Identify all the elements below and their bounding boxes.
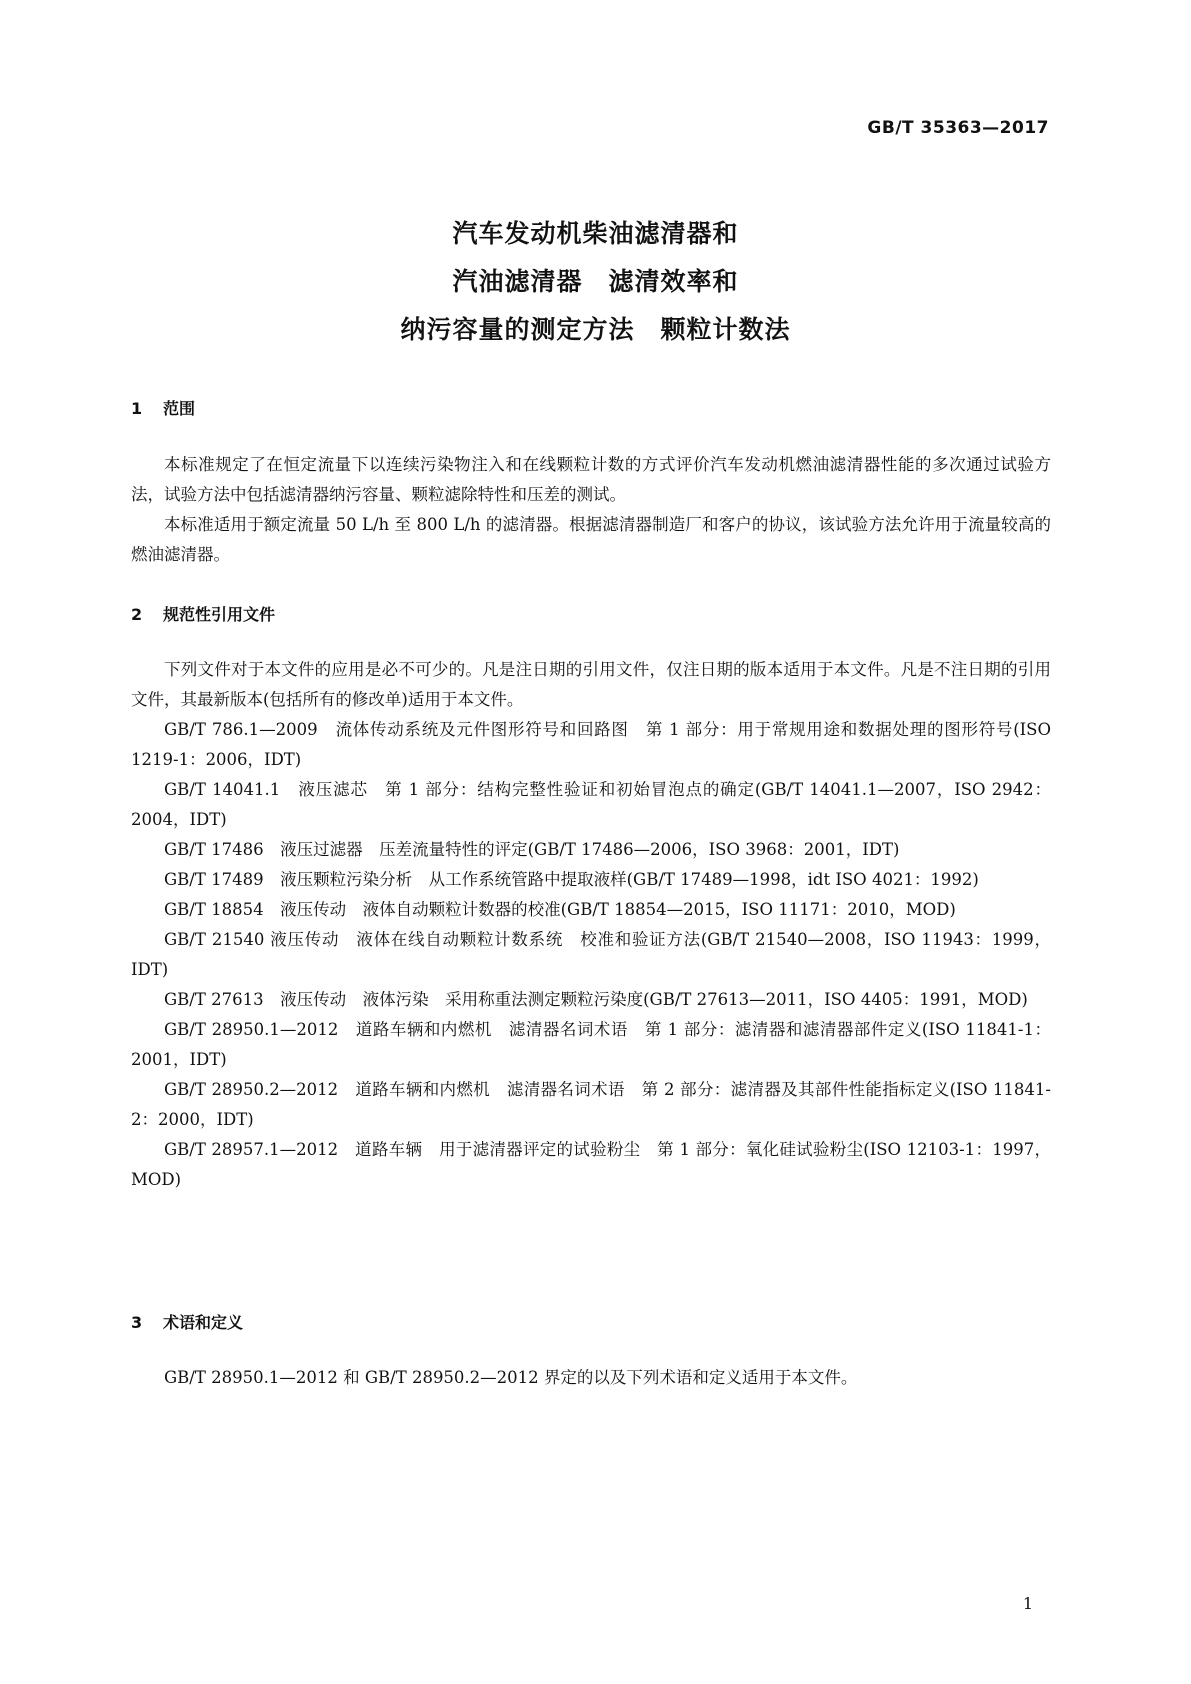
paragraph: GB/T 28950.1—2012 和 GB/T 28950.2—2012 界定的以及下列术语和定义适用于本文件。 [164,1368,858,1387]
reference-item: GB/T 28950.2—2012 道路车辆和内燃机 滤清器名词术语 第 2 部分：滤清器及其部件性能指标定义(ISO 11841-2：2000，IDT) [131,1080,1051,1129]
section-heading-scope [131,396,195,419]
standard-code: GB/T 35363—2017 [867,118,1049,138]
section-number: 3 [131,1313,143,1332]
paragraph: 下列文件对于本文件的应用是必不可少的。凡是注日期的引用文件，仅注日期的版本适用于本文件。凡是不注日期的引用文件，其最新版本(包括所有的修改单)适用于本文件。 [131,660,1051,709]
reference-item: GB/T 27613 液压传动 液体污染 采用称重法测定颗粒污染度(GB/T 27613—2011，ISO 4405：1991，MOD) [164,990,1028,1009]
reference-item: GB/T 28957.1—2012 道路车辆 用于滤清器评定的试验粉尘 第 1 部分：氧化硅试验粉尘(ISO 12103-1：1997，MOD) [131,1140,1051,1189]
reference-item: GB/T 14041.1 液压滤芯 第 1 部分：结构完整性验证和初始冒泡点的确定(GB/T 14041.1—2007，ISO 2942：2004，IDT) [131,780,1051,829]
reference-item: GB/T 21540 液压传动 液体在线自动颗粒计数系统 校准和验证方法(GB/T 21540—2008，ISO 11943：1999，IDT) [131,930,1051,979]
reference-item: GB/T 28950.1—2012 道路车辆和内燃机 滤清器名词术语 第 1 部分：滤清器和滤清器部件定义(ISO 11841-1：2001，IDT) [131,1020,1051,1069]
section-title: 术语和定义 [163,1313,244,1332]
page-number: 1 [1022,1594,1033,1613]
reference-item: GB/T 18854 液压传动 液体自动颗粒计数器的校准(GB/T 18854—2015，ISO 11171：2010，MOD) [164,900,956,919]
reference-item: GB/T 17486 液压过滤器 压差流量特性的评定(GB/T 17486—2006，ISO 3968：2001，IDT) [164,840,900,859]
section-title: 范围 [163,399,196,418]
section-number: 1 [131,399,143,418]
terms-body [131,1363,1051,1393]
scope-body [131,450,1051,570]
section-title: 规范性引用文件 [163,605,276,624]
title-line-2: 汽油滤清器 滤清效率和 [452,267,739,296]
document-title [0,210,1191,354]
section-heading-terms [131,1310,243,1333]
paragraph: 本标准适用于额定流量 50 L/h 至 800 L/h 的滤清器。根据滤清器制造厂和客户的协议，该试验方法允许用于流量较高的燃油滤清器。 [131,515,1051,564]
section-heading-references [131,602,275,625]
title-line-1: 汽车发动机柴油滤清器和 [452,219,739,248]
reference-item: GB/T 786.1—2009 流体传动系统及元件图形符号和回路图 第 1 部分：用于常规用途和数据处理的图形符号(ISO 1219-1：2006，IDT) [131,720,1051,769]
references-body [131,655,1051,1195]
title-line-3: 纳污容量的测定方法 颗粒计数法 [400,315,791,344]
reference-item: GB/T 17489 液压颗粒污染分析 从工作系统管路中提取液样(GB/T 17489—1998，idt ISO 4021：1992) [164,870,979,889]
section-number: 2 [131,605,143,624]
paragraph: 本标准规定了在恒定流量下以连续污染物注入和在线颗粒计数的方式评价汽车发动机燃油滤清器性能的多次通过试验方法，试验方法中包括滤清器纳污容量、颗粒滤除特性和压差的测试。 [131,455,1051,504]
